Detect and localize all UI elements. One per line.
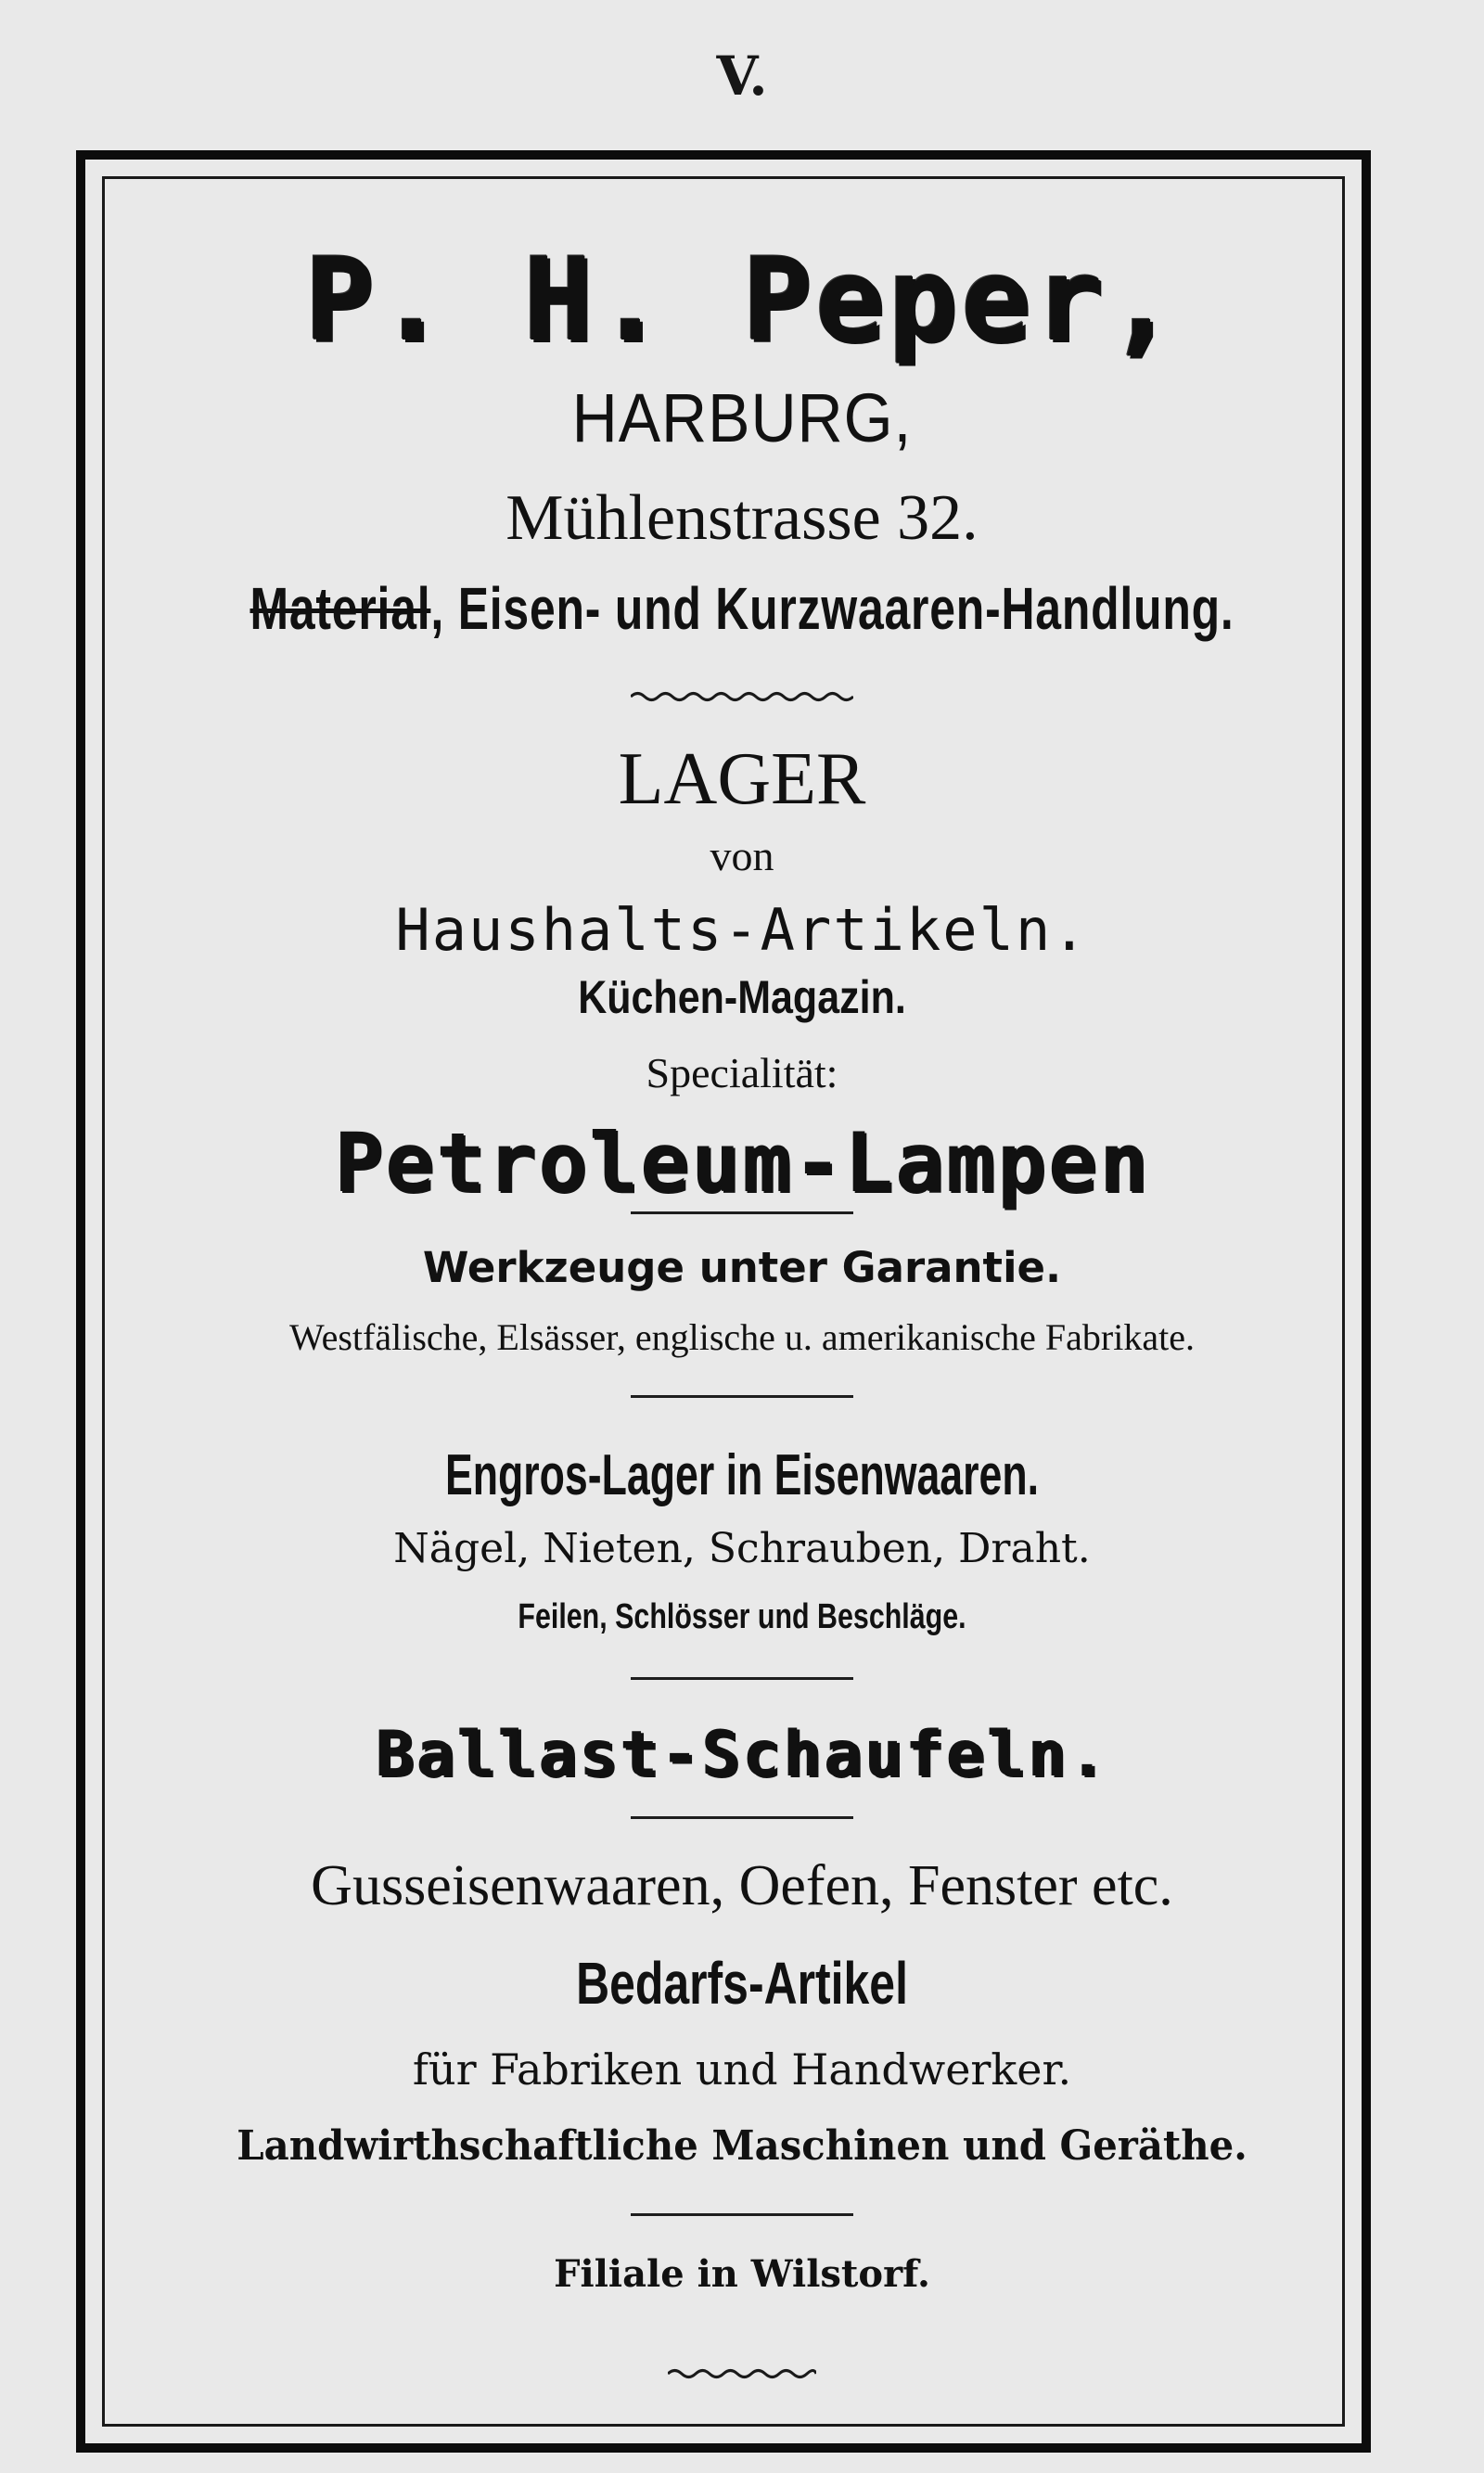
divider-rule <box>631 2213 853 2216</box>
werkzeuge-line: Werkzeuge unter Garantie. <box>422 1243 1062 1292</box>
kuechen-line: Küchen-Magazin. <box>578 971 906 1023</box>
fabrikate-line: Westfälische, Elsässer, englische u. amerikanische Fabrikate. <box>289 1316 1195 1358</box>
petroleum-line: Petroleum-Lampen <box>334 1115 1150 1211</box>
filiale-line: Filiale in Wilstorf. <box>554 2252 930 2296</box>
engros-line: Engros-Lager in Eisenwaaren. <box>444 1443 1040 1507</box>
wavy-divider <box>631 690 853 703</box>
divider-rule <box>631 1395 853 1398</box>
guss-line: Gusseisenwaaren, Oefen, Fenster etc. <box>311 1854 1173 1917</box>
landwirth-line: Landwirthschaftliche Maschinen und Geräthe. <box>237 2122 1247 2170</box>
wavy-divider-bottom <box>668 2367 816 2380</box>
page-number: V. <box>716 45 768 108</box>
divider-rule <box>631 1211 853 1214</box>
von-text: von <box>710 832 774 879</box>
feilen-line: Feilen, Schlösser und Beschläge. <box>518 1597 966 1636</box>
lager-heading: LAGER <box>618 738 866 820</box>
divider-rule <box>631 1677 853 1680</box>
naegel-line: Nägel, Nieten, Schrauben, Draht. <box>393 1525 1091 1572</box>
trade-rest: , Eisen- und Kurzwaaren-Handlung. <box>430 575 1235 642</box>
ballast-line: Ballast-Schaufeln. <box>375 1718 1109 1791</box>
firm-name: P. H. Peper, <box>304 234 1180 367</box>
advert-content <box>85 160 1399 2425</box>
struck-trade-word: Material <box>249 575 431 642</box>
specialitaet-line: Specialität: <box>646 1049 838 1096</box>
bedarf-line: Bedarfs-Artikel <box>576 1950 908 2017</box>
divider-rule <box>631 1816 853 1819</box>
trade-line <box>230 575 1254 642</box>
city-name: HARBURG, <box>571 379 913 456</box>
haushalt-line: Haushalts-Artikeln. <box>395 896 1089 964</box>
fuer-line: für Fabriken und Handwerker. <box>412 2044 1072 2095</box>
street-address: Mühlenstrasse 32. <box>505 482 979 554</box>
